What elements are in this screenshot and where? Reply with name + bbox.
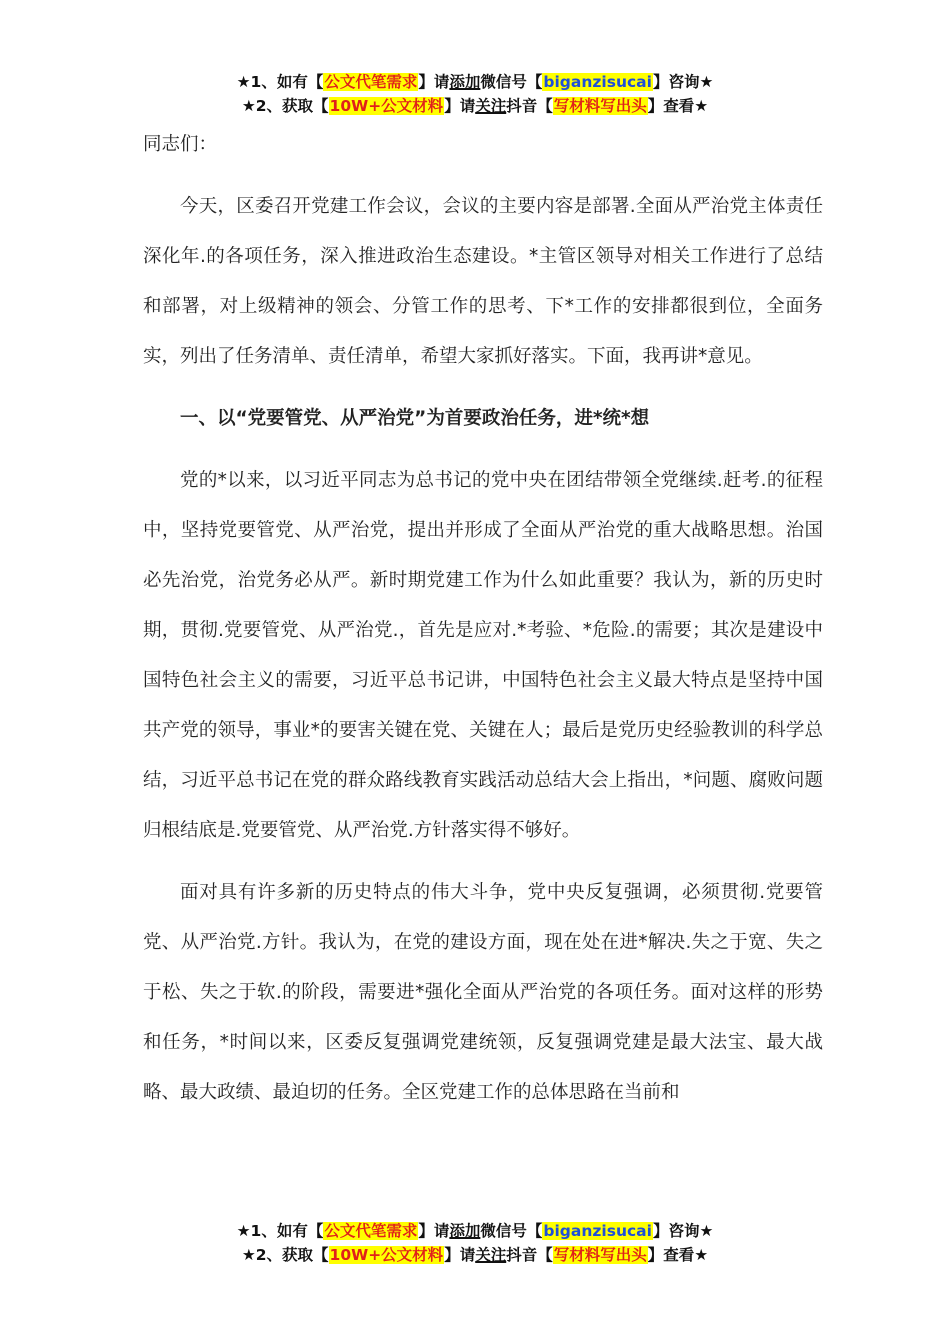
banner-line1-highlight-wechat-id: biganzisucai [543, 1222, 652, 1240]
banner-line1-mid1: 】请 [418, 73, 450, 91]
banner-line2-emphasis: 关注 [475, 97, 507, 115]
paragraph-section1-b: 面对具有许多新的历史特点的伟大斗争，党中央反复强调，必须贯彻.党要管党、从严治党.方针。我认为，在党的建设方面，现在处在进*解决.失之于宽、失之于松、失之于软.的阶段，需要进*强化全面从严治党的各项任务。面对这样的形势和任务，*时间以来，区委反复强调党建统领，反复强调党建是最大法宝、最大战略、最大政绩、最迫切的任务。全区党建工作的总体思路在当前和 [143, 882, 823, 1103]
paragraph-intro: 今天，区委召开党建工作会议，会议的主要内容是部署.全面从严治党主体责任深化年.的各项任务，深入推进政治生态建设。*主管区领导对相关工作进行了总结和部署，对上级精神的领会、分管工作的思考、下*工作的安排都很到位，全面务实，列出了任务清单、责任清单，希望大家抓好落实。下面，我再讲*意见。 [143, 196, 823, 367]
banner-line1-highlight-wechat-id: biganzisucai [543, 73, 652, 91]
banner-line1-emphasis: 添加 [449, 73, 481, 91]
banner-line-2 [0, 1243, 950, 1267]
banner-line2-highlight-materials: 10W+公文材料 [329, 97, 444, 115]
banner-line1-mid1: 】请 [418, 1222, 450, 1240]
banner-line1-suffix: 】咨询★ [652, 1222, 714, 1240]
banner-line2-highlight-douyin: 写材料写出头 [553, 1246, 647, 1264]
banner-line1-prefix: ★1、如有【 [236, 73, 324, 91]
banner-line2-suffix: 】查看★ [647, 97, 709, 115]
banner-line2-emphasis: 关注 [475, 1246, 507, 1264]
document-body [143, 120, 823, 1130]
banner-line1-highlight-service: 公文代笔需求 [324, 73, 418, 91]
banner-line2-mid1: 】请 [444, 97, 476, 115]
top-banner [0, 70, 950, 118]
banner-line1-highlight-service: 公文代笔需求 [324, 1222, 418, 1240]
banner-line2-suffix: 】查看★ [647, 1246, 709, 1264]
banner-line-1 [0, 70, 950, 94]
section-heading-1: 一、以“党要管党、从严治党”为首要政治任务，进*统*想 [180, 408, 650, 429]
salutation: 同志们： [143, 134, 218, 155]
banner-line1-mid2: 微信号【 [480, 73, 543, 91]
banner-line1-mid2: 微信号【 [480, 1222, 543, 1240]
banner-line2-highlight-douyin: 写材料写出头 [553, 97, 647, 115]
banner-line1-suffix: 】咨询★ [652, 73, 714, 91]
banner-line2-mid2: 抖音【 [506, 97, 553, 115]
paragraph-section1-a: 党的*以来，以习近平同志为总书记的党中央在团结带领全党继续.赶考.的征程中，坚持党要管党、从严治党，提出并形成了全面从严治党的重大战略思想。治国必先治党，治党务必从严。新时期党建工作为什么如此重要？我认为，新的历史时期，贯彻.党要管党、从严治党.，首先是应对.*考验、*危险.的需要；其次是建设中国特色社会主义的需要，习近平总书记讲，中国特色社会主义最大特点是坚持中国共产党的领导，事业*的要害关键在党、关键在人；最后是党历史经验教训的科学总结，习近平总书记在党的群众路线教育实践活动总结大会上指出，*问题、腐败问题归根结底是.党要管党、从严治党.方针落实得不够好。 [143, 470, 823, 841]
banner-line2-prefix: ★2、获取【 [241, 97, 329, 115]
banner-line2-mid1: 】请 [444, 1246, 476, 1264]
banner-line1-prefix: ★1、如有【 [236, 1222, 324, 1240]
banner-line2-prefix: ★2、获取【 [241, 1246, 329, 1264]
bottom-banner [0, 1219, 950, 1267]
banner-line-2 [0, 94, 950, 118]
banner-line-1 [0, 1219, 950, 1243]
banner-line2-mid2: 抖音【 [506, 1246, 553, 1264]
banner-line2-highlight-materials: 10W+公文材料 [329, 1246, 444, 1264]
banner-line1-emphasis: 添加 [449, 1222, 481, 1240]
